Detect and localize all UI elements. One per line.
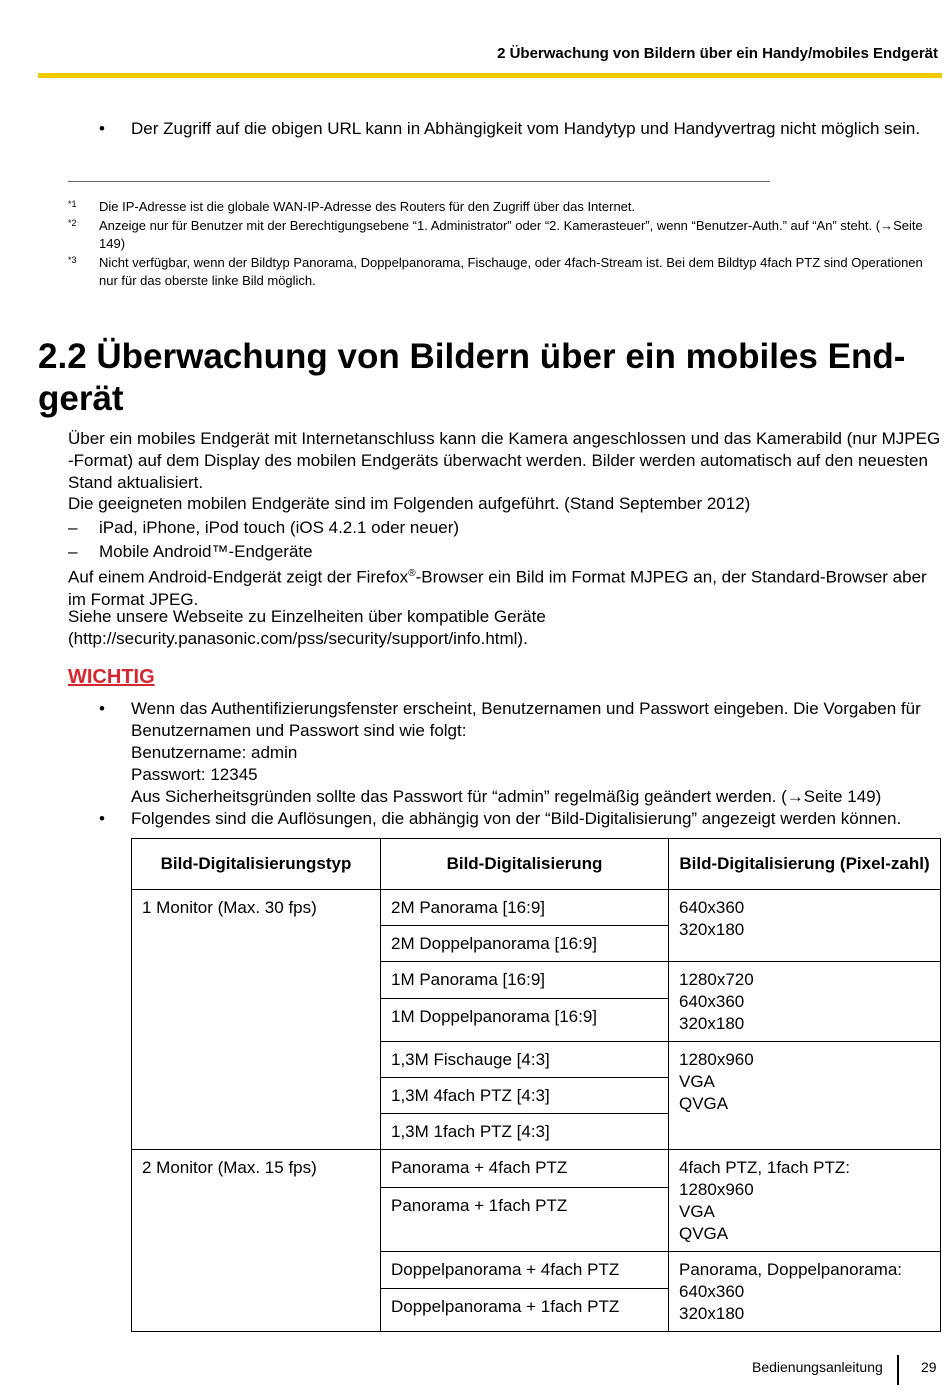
section-title: 2.2 Überwachung von Bildern über ein mobiles End- gerät [38,337,906,418]
resolution-table [131,838,941,1332]
page-number: 29 [921,1359,937,1375]
footnote-text: Die IP-Adresse ist die globale WAN-IP-Adresse des Routers für den Zugriff über das Internet. [99,199,636,214]
registered-mark: ® [408,568,416,579]
monitor-type-cell: 2 Monitor (Max. 15 fps) [132,1150,381,1332]
resolution-cell: 1280x960 VGA QVGA [669,1042,941,1150]
important-bullet-1-body [131,698,942,808]
dash-mark: – [68,542,78,561]
mode-cell: 1,3M 1fach PTZ [4:3] [381,1114,669,1150]
footer-separator [897,1355,899,1385]
support-url: (http://security.panasonic.com/pss/security/support/info.html). [68,629,528,648]
para-3-start: Auf einem Android-Endgerät zeigt der Firefox [68,567,409,587]
para-3-end: -Browser ein Bild im Format MJPEG an, der Standard-Browser aber im Format JPEG. [68,567,927,609]
header-rule [38,73,942,78]
intro-bullet-text: Der Zugriff auf die obigen URL kann in Abhängigkeit vom Handytyp und Handyvertrag nicht möglich sein. [131,119,921,138]
auth-instruction: Wenn das Authentifizierungsfenster erscheint, Benutzernamen und Passwort eingeben. Die Vorgaben für Benutzernamen und Passwort sind wie folgt: [131,699,921,740]
section-para-3 [68,563,942,611]
para-4-line-1: Siehe unsere Webseite zu Einzelheiten über kompatible Geräte [68,607,546,626]
resolution-cell: 4fach PTZ, 1fach PTZ: 1280x960 VGA QVGA [669,1150,941,1252]
device-text: iPad, iPhone, iPod touch (iOS 4.2.1 oder neuer) [99,518,460,537]
column-header: Bild-Digitalisierung [381,839,669,890]
footnote-text: Nicht verfügbar, wenn der Bildtyp Panorama, Doppelpanorama, Fischauge, oder 4fach-Stream ist. Bei dem Bildtyp 4fach PTZ sind Operationen nur für das oberste linke Bild möglich. [99,255,923,288]
footnote-mark: *3 [68,255,77,265]
default-password: Passwort: 12345 [131,765,258,784]
column-header: Bild-Digitalisierung (Pixel-zahl) [669,839,941,890]
mode-cell: 1M Doppelpanorama [16:9] [381,999,669,1042]
bullet-mark: • [99,119,105,138]
default-username: Benutzername: admin [131,743,298,762]
mode-cell: Doppelpanorama + 1fach PTZ [381,1289,669,1332]
resolution-cell: 1280x720 640x360 320x180 [669,962,941,1042]
footnote-mark: *1 [68,199,77,209]
device-item-ios [68,517,460,539]
mode-cell: Panorama + 1fach PTZ [381,1188,669,1252]
resolution-cell: 640x360 320x180 [669,890,941,962]
section-para-1: Über ein mobiles Endgerät mit Internetanschluss kann die Kamera angeschlossen und das Kamerabild (nur MJPEG -Format) auf dem Display des mobilen Endgeräts überwacht werden. Bilder werden automatisch auf den neuesten Stand aktualisiert. [68,429,941,492]
bullet-mark: • [99,699,105,718]
table-row [132,890,941,926]
mode-cell: 2M Panorama [16:9] [381,890,669,926]
mode-cell: 1M Panorama [16:9] [381,962,669,999]
footer-label: Bedienungsanleitung [752,1359,883,1375]
important-bullet-2-text: Folgendes sind die Auflösungen, die abhängig von der “Bild-Digitalisierung” angezeigt werden können. [131,809,902,828]
device-text: Mobile Android™-Endgeräte [99,542,313,561]
important-heading: WICHTIG [68,666,155,688]
footnote-text: Anzeige nur für Benutzer mit der Berechtigungsebene “1. Administrator” oder “2. Kamerasteuer”, wenn “Benutzer-Auth.” auf “An” steht. (→Seite 149) [99,218,923,251]
dash-mark: – [68,518,78,537]
device-item-android [68,541,313,563]
mode-cell: 2M Doppelpanorama [16:9] [381,926,669,962]
section-para-2: Die geeigneten mobilen Endgeräte sind im Folgenden aufgeführt. (Stand September 2012) [68,494,751,513]
bullet-mark: • [99,809,105,828]
security-note: Aus Sicherheitsgründen sollte das Passwort für “admin” regelmäßig geändert werden. (→Seite 149) [131,787,882,806]
monitor-type-cell: 1 Monitor (Max. 30 fps) [132,890,381,1150]
mode-cell: Panorama + 4fach PTZ [381,1150,669,1188]
running-header: 2 Überwachung von Bildern über ein Handy/mobiles Endgerät [497,45,938,62]
mode-cell: Doppelpanorama + 4fach PTZ [381,1252,669,1289]
footnote-divider [68,181,770,182]
resolution-cell: Panorama, Doppelpanorama: 640x360 320x180 [669,1252,941,1332]
mode-cell: 1,3M Fischauge [4:3] [381,1042,669,1078]
table-row [132,1150,941,1188]
column-header: Bild-Digitalisierungstyp [132,839,381,890]
table-header-row [132,839,941,890]
footnote-mark: *2 [68,218,77,228]
mode-cell: 1,3M 4fach PTZ [4:3] [381,1078,669,1114]
section-para-4 [68,606,942,650]
